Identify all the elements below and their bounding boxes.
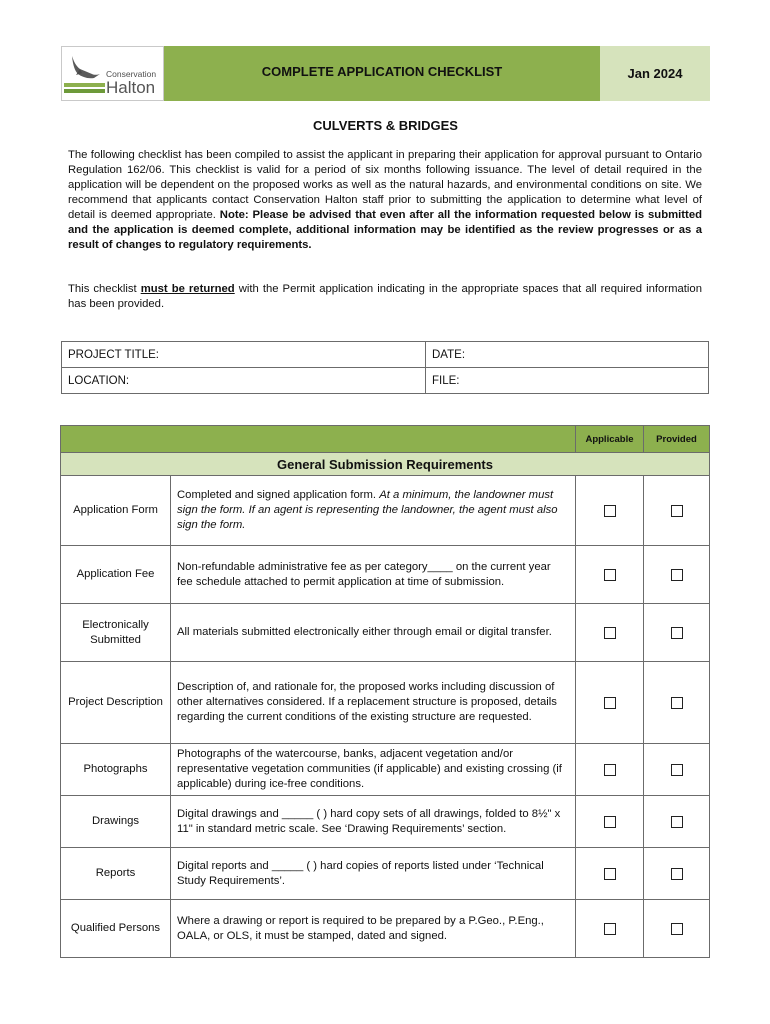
provided-checkbox[interactable] bbox=[671, 764, 683, 776]
provided-checkbox[interactable] bbox=[671, 569, 683, 581]
requirement-label: Application Fee bbox=[61, 546, 171, 604]
date-field[interactable]: DATE: bbox=[426, 342, 709, 368]
requirement-label: Electronically Submitted bbox=[61, 604, 171, 662]
applicable-checkbox[interactable] bbox=[604, 697, 616, 709]
header-blank-cell bbox=[61, 426, 576, 453]
document-heading: CULVERTS & BRIDGES bbox=[313, 118, 458, 133]
applicable-checkbox[interactable] bbox=[604, 569, 616, 581]
return-emphasis: must be returned bbox=[140, 283, 235, 295]
requirement-description: Digital reports and _____ ( ) hard copies of reports listed under ‘Technical Study Requirements’. bbox=[171, 848, 576, 900]
applicable-checkbox[interactable] bbox=[604, 868, 616, 880]
provided-checkbox[interactable] bbox=[671, 505, 683, 517]
table-row bbox=[61, 900, 710, 958]
return-paragraph bbox=[68, 282, 702, 312]
col-applicable: Applicable bbox=[576, 426, 644, 453]
logo-word-halton: Halton bbox=[106, 78, 156, 97]
header-date: Jan 2024 bbox=[627, 66, 683, 81]
table-row bbox=[61, 662, 710, 744]
applicable-checkbox[interactable] bbox=[604, 923, 616, 935]
applicable-checkbox[interactable] bbox=[604, 816, 616, 828]
table-row bbox=[61, 604, 710, 662]
requirement-description: Digital drawings and _____ ( ) hard copy sets of all drawings, folded to 8½" x 11" in standard metric scale. See ‘Drawing Requirements’ section. bbox=[171, 796, 576, 848]
provided-checkbox[interactable] bbox=[671, 923, 683, 935]
applicable-checkbox[interactable] bbox=[604, 764, 616, 776]
table-row bbox=[61, 744, 710, 796]
project-info-table bbox=[61, 341, 709, 394]
requirement-description: All materials submitted electronically either through email or digital transfer. bbox=[171, 604, 576, 662]
requirement-description: Non-refundable administrative fee as per category____ on the current year fee schedule attached to permit application at time of submission. bbox=[171, 546, 576, 604]
requirement-label: Reports bbox=[61, 848, 171, 900]
requirement-description: Where a drawing or report is required to be prepared by a P.Geo., P.Eng., OALA, or OLS, it must be stamped, dated and signed. bbox=[171, 900, 576, 958]
provided-checkbox[interactable] bbox=[671, 868, 683, 880]
document-header bbox=[61, 46, 710, 101]
header-title-cell bbox=[164, 46, 600, 101]
logo-word-conservation: Conservation bbox=[106, 69, 157, 79]
table-row bbox=[61, 848, 710, 900]
section-row bbox=[61, 453, 710, 476]
description-text: Completed and signed application form. bbox=[177, 489, 380, 501]
requirement-description bbox=[171, 476, 576, 546]
description-italic: At a minimum, the landowner must sign the form. If an agent is representing the landowner, the agent must also sign the form. bbox=[177, 489, 558, 531]
requirement-description: Photographs of the watercourse, banks, adjacent vegetation and/or representative vegetation communities (if applicable) and existing crossing (if applicable) during ice-free conditions. bbox=[171, 744, 576, 796]
requirement-description: Description of, and rationale for, the proposed works including discussion of other alternatives considered. If a replacement structure is proposed, details regarding the current conditions of the existing structure are requested. bbox=[171, 662, 576, 744]
requirement-label: Qualified Persons bbox=[61, 900, 171, 958]
header-title: COMPLETE APPLICATION CHECKLIST bbox=[261, 64, 503, 79]
file-field[interactable]: FILE: bbox=[426, 368, 709, 394]
intro-paragraph bbox=[68, 148, 702, 253]
heron-icon bbox=[64, 52, 106, 98]
applicable-checkbox[interactable] bbox=[604, 627, 616, 639]
provided-checkbox[interactable] bbox=[671, 627, 683, 639]
return-after: with the Permit application indicating in the appropriate spaces that all required information has been provided. bbox=[68, 283, 702, 310]
requirement-label: Photographs bbox=[61, 744, 171, 796]
checklist-table bbox=[60, 425, 710, 958]
intro-text: The following checklist has been compiled to assist the applicant in preparing their application for approval pursuant to Ontario Regulation 162/06. This checklist is valid for a period of six months following issuance. The level of detail required in the application will be dependent on the proposed works as well as the natural hazards, and environmental conditions on site. We recommend that applicants contact Conservation Halton staff prior to submitting the application to determine what level of detail is deemed appropriate. bbox=[68, 149, 702, 221]
intro-note: Note: Please be advised that even after all the information requested below is submitted and the application is deemed complete, additional information may be identified as the review progresses or as a result of changes to regulatory requirements. bbox=[68, 209, 703, 251]
conservation-halton-logo bbox=[61, 46, 164, 101]
section-title: General Submission Requirements bbox=[61, 453, 710, 476]
requirement-label: Application Form bbox=[61, 476, 171, 546]
table-row bbox=[61, 476, 710, 546]
table-row bbox=[61, 546, 710, 604]
requirement-label: Drawings bbox=[61, 796, 171, 848]
table-row bbox=[61, 796, 710, 848]
checklist-header-row bbox=[61, 426, 710, 453]
provided-checkbox[interactable] bbox=[671, 697, 683, 709]
requirement-label: Project Description bbox=[61, 662, 171, 744]
return-before: This checklist bbox=[68, 283, 141, 295]
col-provided: Provided bbox=[644, 426, 710, 453]
location-field[interactable]: LOCATION: bbox=[62, 368, 426, 394]
provided-checkbox[interactable] bbox=[671, 816, 683, 828]
applicable-checkbox[interactable] bbox=[604, 505, 616, 517]
project-title-field[interactable]: PROJECT TITLE: bbox=[62, 342, 426, 368]
header-date-cell bbox=[600, 46, 710, 101]
